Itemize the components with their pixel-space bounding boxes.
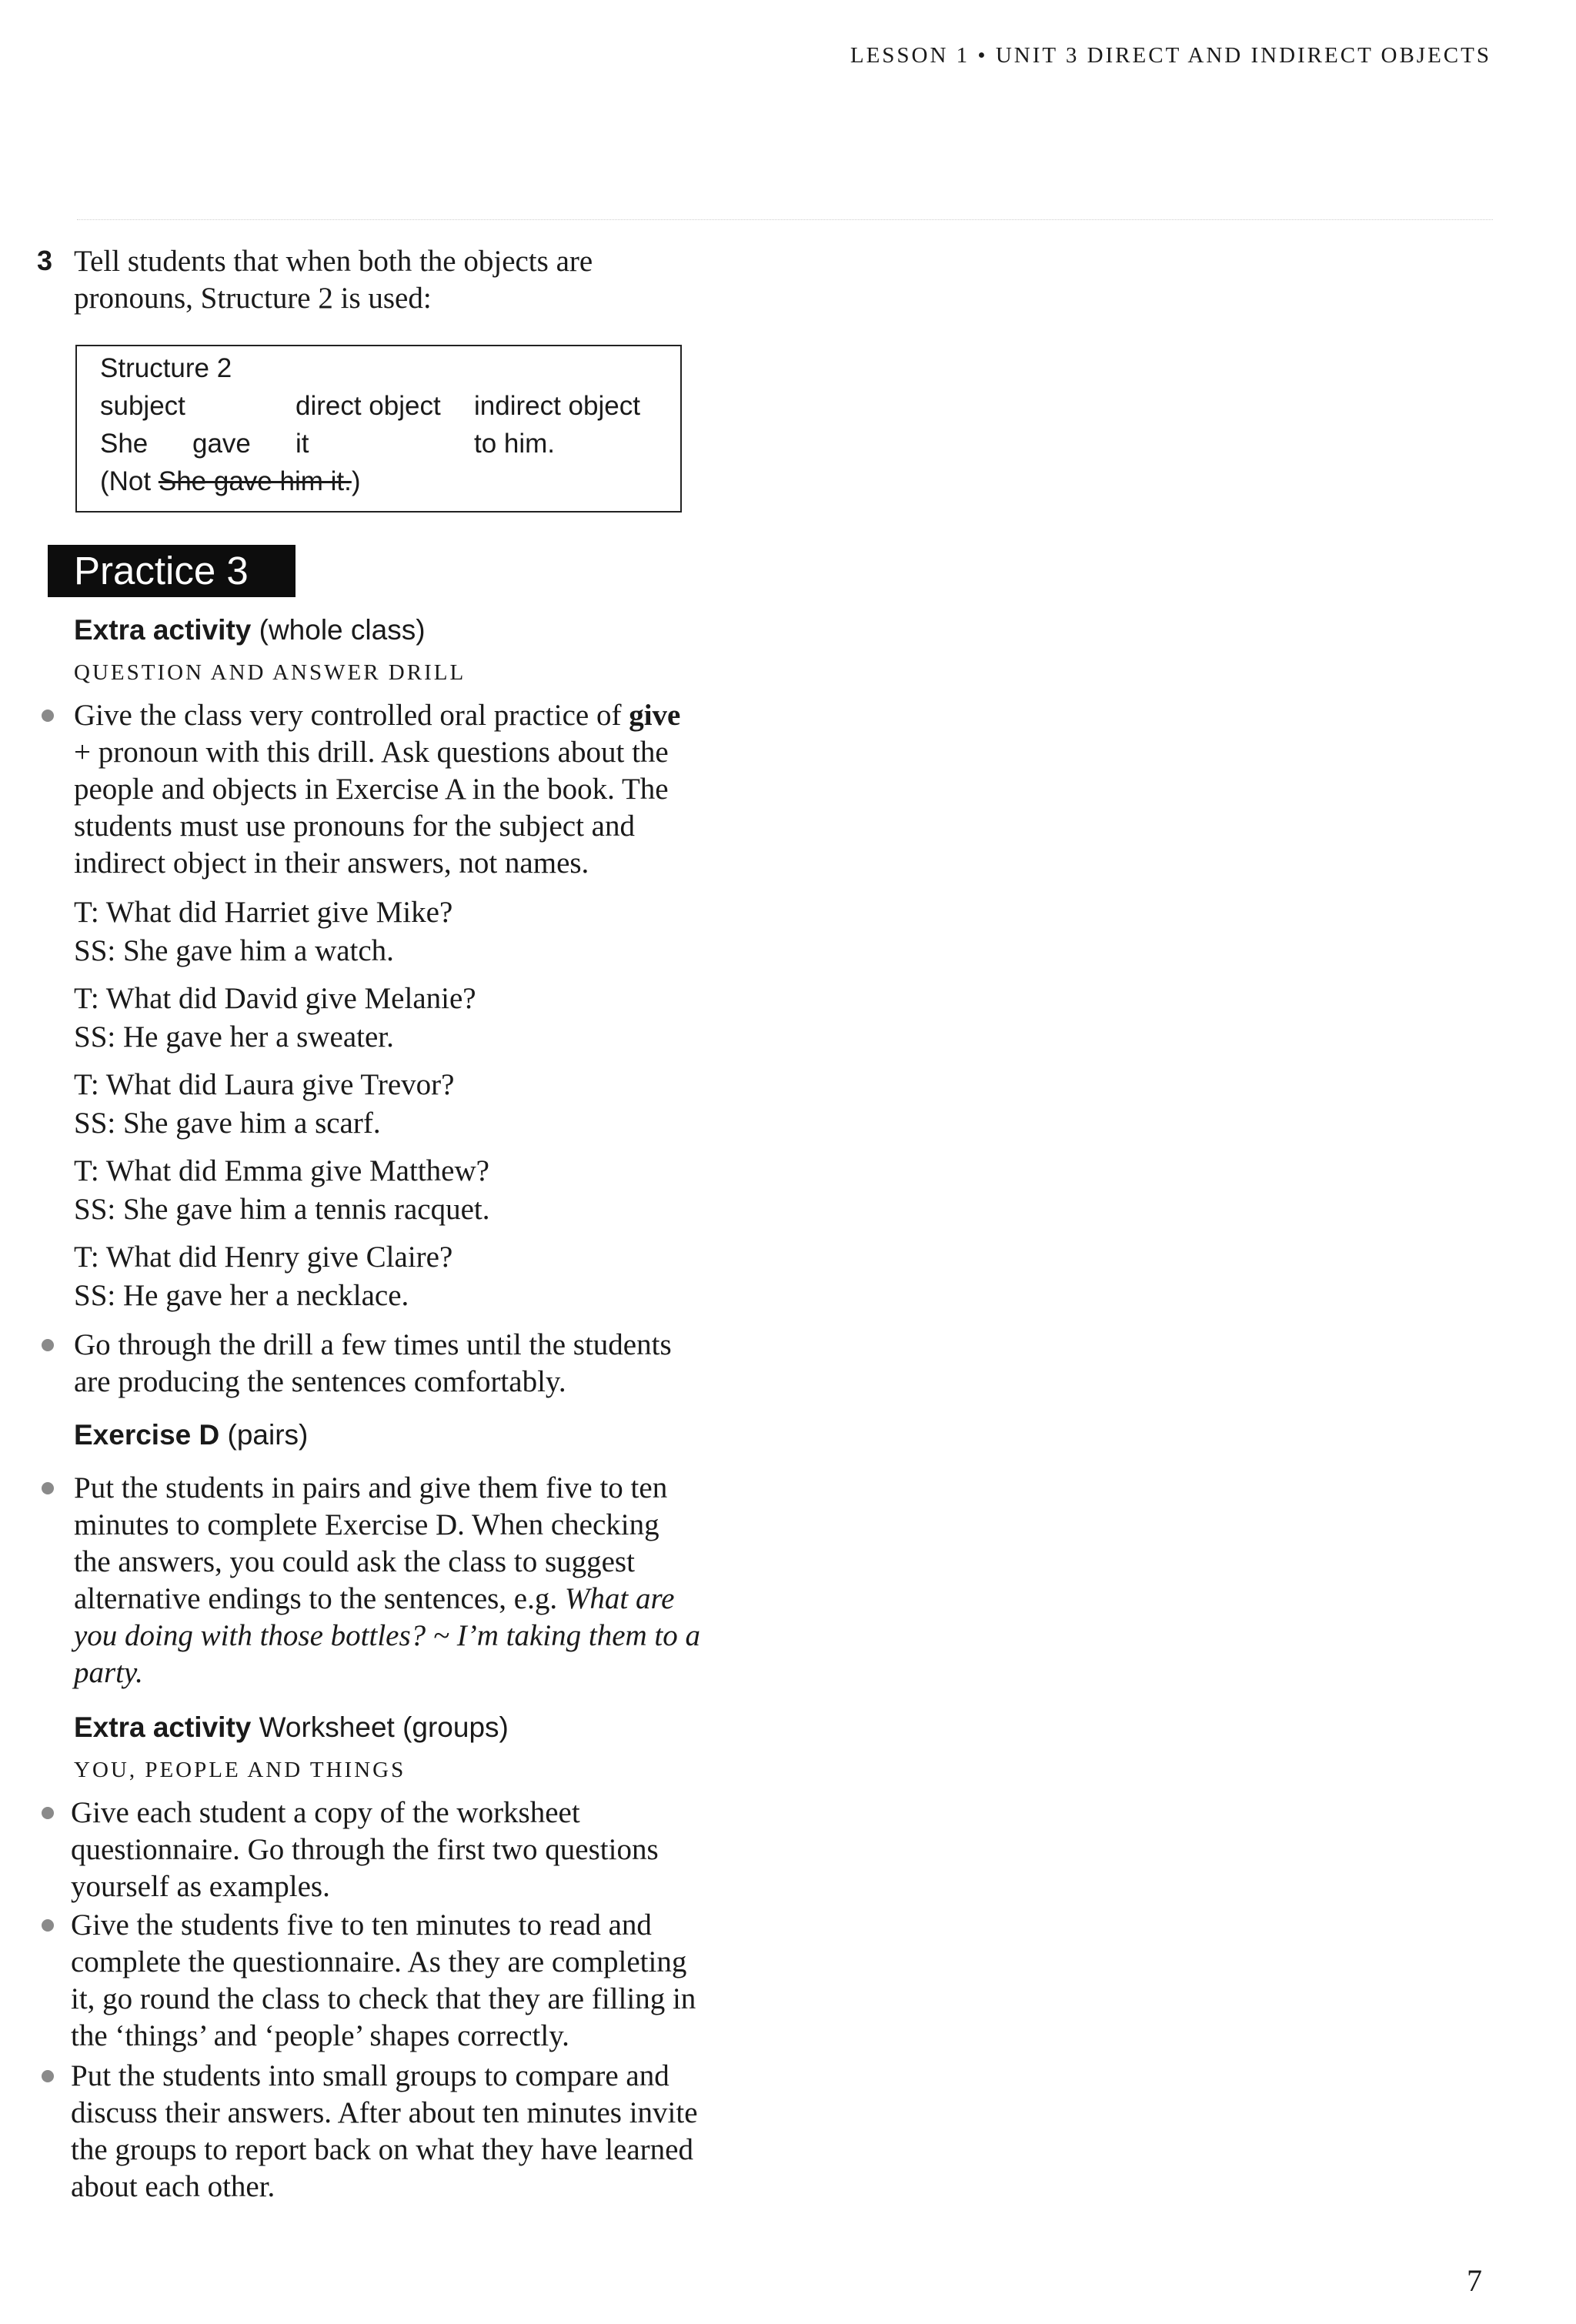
- text-line: [74, 697, 766, 734]
- exercise-d-heading-bold: Exercise D: [74, 1419, 220, 1451]
- example-direct-object: it: [296, 429, 309, 459]
- activity-1-heading-rest: (whole class): [259, 614, 426, 646]
- exercise-d-bullet: [74, 1470, 766, 1691]
- activity-1-heading-bold: Extra activity: [74, 614, 252, 646]
- structure-title: Structure 2: [100, 353, 232, 383]
- step-number: 3: [37, 245, 53, 276]
- bullet-icon: [42, 1339, 54, 1351]
- text-line: it, go round the class to check that they are filling in: [71, 1982, 696, 2015]
- bullet-icon: [42, 1482, 54, 1494]
- example-indirect-object: to him.: [474, 429, 556, 459]
- italic-example: you doing with those bottles? ~ I’m taking them to a: [74, 1619, 701, 1652]
- exercise-d-heading-rest: (pairs): [227, 1419, 309, 1451]
- drill-answer: SS: She gave him a watch.: [74, 934, 394, 967]
- drill-question: T: What did Harriet give Mike?: [74, 896, 453, 929]
- incorrect-example: [100, 462, 360, 500]
- drill-answer: SS: He gave her a sweater.: [74, 1020, 394, 1053]
- drill-question: T: What did Henry give Claire?: [74, 1240, 453, 1274]
- example-subject: She: [100, 429, 149, 459]
- bullet-icon: [42, 2070, 54, 2082]
- col-direct-object: direct object: [296, 391, 441, 421]
- italic-example: party.: [74, 1656, 143, 1689]
- page-number: 7: [1467, 2263, 1482, 2298]
- drill-answer: SS: He gave her a necklace.: [74, 1279, 409, 1312]
- activity-2-heading-rest: Worksheet (groups): [259, 1711, 509, 1743]
- not-suffix: ): [351, 466, 361, 496]
- text-line: Put the students in pairs and give them five to ten: [74, 1471, 668, 1504]
- bullet-icon: [42, 710, 54, 722]
- text-line: the groups to report back on what they have learned: [71, 2133, 693, 2166]
- struck-sentence: She gave him it.: [158, 466, 352, 496]
- drill-question: T: What did Laura give Trevor?: [74, 1068, 455, 1101]
- drill-question: T: What did Emma give Matthew?: [74, 1154, 489, 1187]
- activity-2-subheading: YOU, PEOPLE AND THINGS: [74, 1758, 406, 1782]
- drill-dialog-3: [74, 1067, 766, 1144]
- text-line: are producing the sentences comfortably.: [74, 1365, 566, 1398]
- text-segment: alternative endings to the sentences, e.g.: [74, 1582, 558, 1615]
- col-subject: subject: [100, 391, 185, 421]
- bold-word: give: [629, 699, 681, 732]
- text-line: Give each student a copy of the worksheet: [71, 1796, 580, 1829]
- drill-dialog-4: [74, 1153, 766, 1230]
- step-3-line-1: Tell students that when both the objects are: [74, 245, 593, 278]
- activity-2-heading: [74, 1710, 509, 1745]
- structure-2-box: [75, 345, 682, 513]
- text-line: the answers, you could ask the class to suggest: [74, 1545, 635, 1578]
- italic-example: What are: [564, 1582, 675, 1615]
- text-line: [74, 1581, 766, 1618]
- text-line: questionnaire. Go through the first two questions: [71, 1833, 659, 1866]
- text-line: complete the questionnaire. As they are completing: [71, 1945, 687, 1978]
- example-verb: gave: [192, 429, 251, 459]
- text-line: Go through the drill a few times until the students: [74, 1328, 672, 1361]
- text-line: Put the students into small groups to compare and: [71, 2059, 669, 2092]
- step-3-line-2: pronouns, Structure 2 is used:: [74, 282, 432, 315]
- drill-dialog-1: [74, 894, 766, 971]
- activity-2-bullet-3: [71, 2058, 763, 2205]
- activity-1-heading: [74, 613, 426, 648]
- text-line: discuss their answers. After about ten minutes invite: [71, 2096, 698, 2129]
- text-line: indirect object in their answers, not names.: [74, 846, 589, 880]
- activity-2-bullet-2: [71, 1907, 763, 2055]
- drill-dialog-2: [74, 980, 766, 1057]
- bullet-icon: [42, 1807, 54, 1819]
- text-line: about each other.: [71, 2170, 275, 2203]
- activity-1-bullet-1: [74, 697, 766, 882]
- drill-question: T: What did David give Melanie?: [74, 982, 476, 1015]
- running-header: LESSON 1 • UNIT 3 DIRECT AND INDIRECT OBJECTS: [850, 43, 1491, 68]
- drill-dialog-5: [74, 1239, 766, 1316]
- col-indirect-object: indirect object: [474, 391, 640, 421]
- practice-banner: Practice 3: [48, 545, 296, 597]
- activity-2-bullet-1: [71, 1795, 763, 1905]
- divider: [77, 219, 1493, 220]
- drill-answer: SS: She gave him a scarf.: [74, 1107, 381, 1140]
- not-prefix: (Not: [100, 466, 159, 496]
- text-line: + pronoun with this drill. Ask questions about the: [74, 736, 669, 769]
- step-3-text: [74, 243, 674, 317]
- activity-2-heading-bold: Extra activity: [74, 1711, 252, 1743]
- text-line: students must use pronouns for the subject and: [74, 810, 635, 843]
- text-line: minutes to complete Exercise D. When checking: [74, 1508, 659, 1541]
- text-line: [74, 1618, 766, 1655]
- activity-1-subheading: QUESTION AND ANSWER DRILL: [74, 660, 466, 685]
- text-segment: Give the class very controlled oral practice of: [74, 699, 622, 732]
- text-line: people and objects in Exercise A in the book. The: [74, 773, 669, 806]
- text-line: [74, 1655, 766, 1691]
- bullet-icon: [42, 1919, 54, 1932]
- exercise-d-heading: [74, 1417, 308, 1453]
- text-line: the ‘things’ and ‘people’ shapes correctly.: [71, 2019, 569, 2052]
- activity-1-bullet-2: [74, 1327, 766, 1401]
- text-line: Give the students five to ten minutes to read and: [71, 1908, 652, 1942]
- drill-answer: SS: She gave him a tennis racquet.: [74, 1193, 490, 1226]
- text-line: yourself as examples.: [71, 1870, 330, 1903]
